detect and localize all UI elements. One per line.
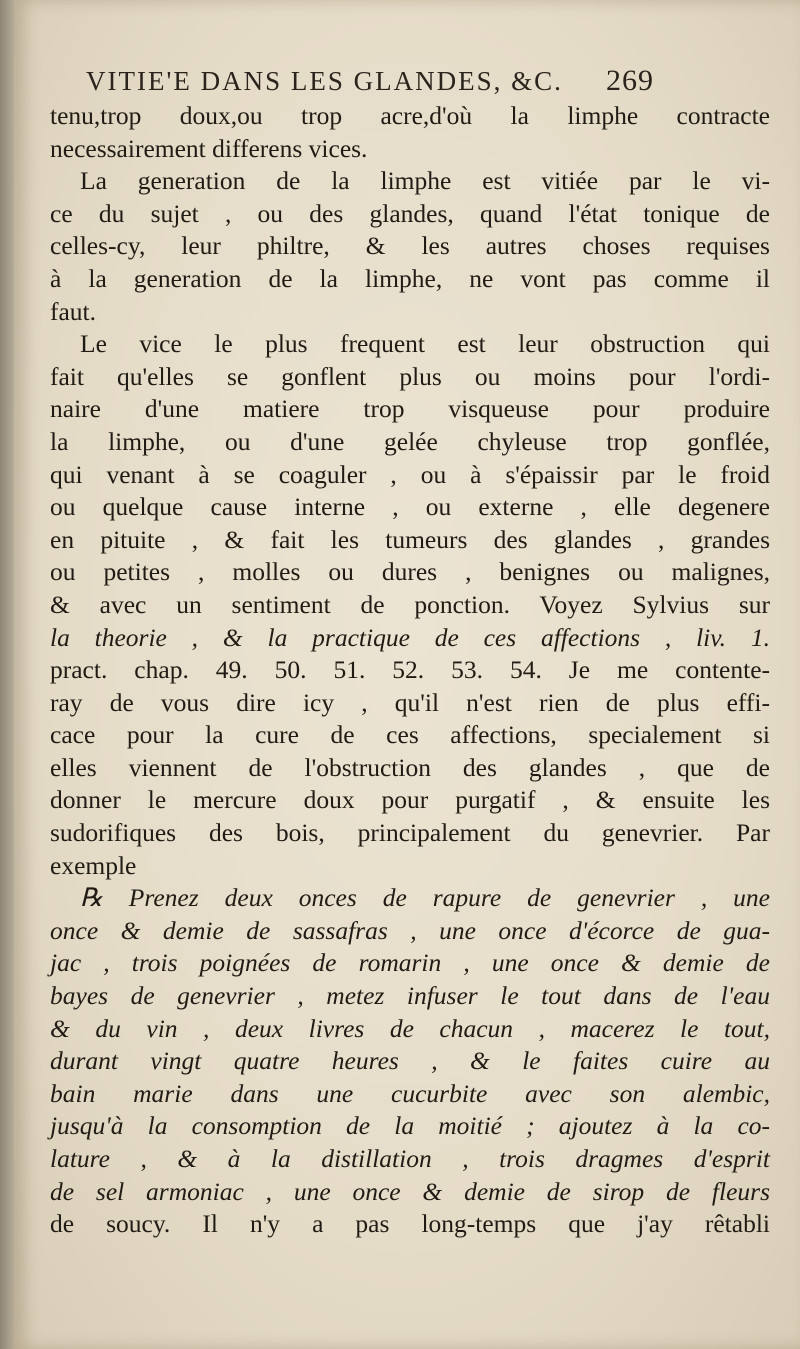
text-line: & du vin , deux livres de chacun , macerez le tout,: [50, 1013, 770, 1043]
text-line: ℞ Prenez deux onces de rapure de genevrier , une: [80, 883, 770, 913]
running-header: [86, 66, 686, 97]
text-line: La generation de la limphe est vitiée par le vi-: [80, 166, 770, 196]
text-line: de sel armoniac , une once & demie de sirop de fleurs: [50, 1176, 770, 1206]
text-line: la theorie , & la practique de ces affections , liv. 1.: [50, 622, 770, 652]
text-line: ce du sujet , ou des glandes, quand l'état tonique de: [50, 198, 770, 228]
text-line: & avec un sentiment de ponction. Voyez Sylvius sur: [50, 589, 770, 619]
text-line: ray de vous dire icy , qu'il n'est rien de plus effi-: [50, 687, 770, 717]
text-line: sudorifiques des bois, principalement du genevrier. Par: [50, 818, 770, 848]
text-line: necessairement differens vices.: [50, 133, 368, 163]
text-line: jusqu'à la consomption de la moitié ; ajoutez à la co-: [50, 1111, 770, 1141]
text-line: bayes de genevrier , metez infuser le tout dans de l'eau: [50, 981, 770, 1011]
text-line: à la generation de la limphe, ne vont pas comme il: [50, 263, 770, 293]
text-line: cace pour la cure de ces affections, specialement si: [50, 720, 770, 750]
text-line: naire d'une matiere trop visqueuse pour produire: [50, 394, 770, 424]
text-line: celles-cy, leur philtre, & les autres choses requises: [50, 231, 770, 261]
text-line: durant vingt quatre heures , & le faites cuire au: [50, 1046, 770, 1076]
body-text: [50, 100, 770, 1241]
text-line: bain marie dans une cucurbite avec son alembic,: [50, 1078, 770, 1108]
book-page: [14, 0, 800, 1349]
text-line: tenu,trop doux,ou trop acre,d'où la limphe contracte: [50, 101, 770, 130]
text-line: jac , trois poignées de romarin , une once & demie de: [50, 948, 770, 978]
page-number: 269: [606, 64, 654, 97]
text-line: de soucy. Il n'y a pas long-temps que j'ay rêtabli: [50, 1209, 770, 1239]
text-line: elles viennent de l'obstruction des glandes , que de: [50, 752, 770, 782]
text-line: ou quelque cause interne , ou externe , elle degenere: [50, 492, 770, 522]
text-line: la limphe, ou d'une gelée chyleuse trop gonflée,: [50, 426, 770, 456]
text-line: once & demie de sassafras , une once d'écorce de gua-: [50, 915, 770, 945]
text-line: en pituite , & fait les tumeurs des glandes , grandes: [50, 524, 770, 554]
text-line: fait qu'elles se gonflent plus ou moins pour l'ordi-: [50, 361, 770, 391]
text-line: donner le mercure doux pour purgatif , & ensuite les: [50, 785, 770, 815]
text-line: qui venant à se coaguler , ou à s'épaissir par le froid: [50, 459, 770, 489]
text-line: pract. chap. 49. 50. 51. 52. 53. 54. Je me contente-: [50, 655, 770, 685]
book-spine-shadow: [0, 0, 14, 1349]
running-title: VITIE'E DANS LES GLANDES, &C.: [86, 66, 563, 96]
text-line: faut.: [50, 296, 97, 326]
text-line: lature , & à la distillation , trois dragmes d'esprit: [50, 1144, 770, 1173]
text-line: Le vice le plus frequent est leur obstruction qui: [80, 329, 770, 359]
text-line: ou petites , molles ou dures , benignes ou malignes,: [50, 557, 770, 587]
text-line: exemple: [50, 850, 137, 880]
